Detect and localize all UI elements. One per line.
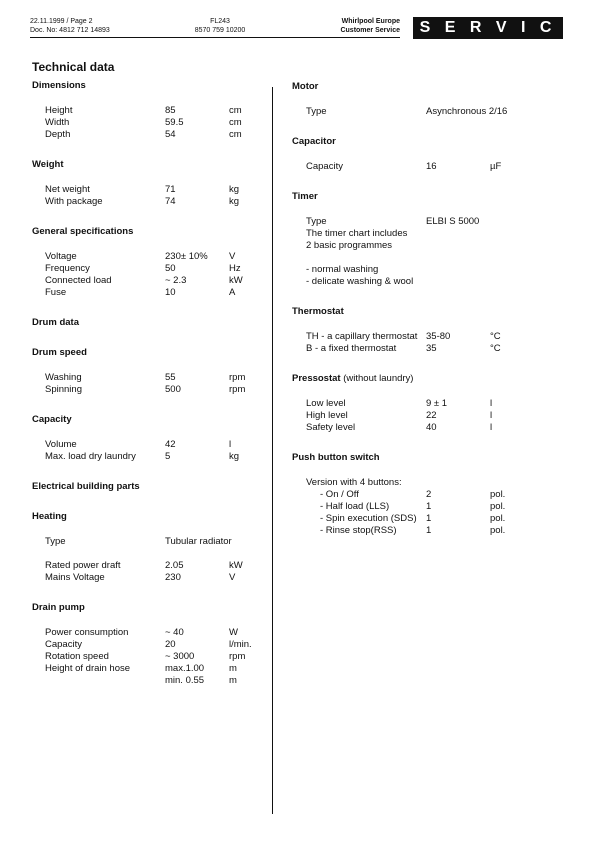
header-doc-number: Doc. No: 4812 712 14893 (30, 27, 110, 34)
spec-value: 54 (165, 129, 176, 140)
section-dimensions (32, 105, 266, 141)
spec-row (32, 627, 266, 639)
timer-note (292, 228, 572, 240)
spec-value: 35-80 (426, 331, 451, 342)
spec-value: ELBI S 5000 (426, 216, 480, 227)
spec-value: 59.5 (165, 117, 184, 128)
section-title-push-button: Push button switch (292, 452, 380, 463)
spec-label: Max. load dry laundry (45, 451, 136, 462)
spec-value: 2 (426, 489, 432, 500)
header-model-info (190, 17, 250, 35)
section-title-drum-data: Drum data (32, 317, 79, 328)
section-title-heating: Heating (32, 511, 67, 522)
spec-unit: V (229, 572, 236, 583)
spec-row (292, 422, 572, 434)
spec-value: 22 (426, 410, 437, 421)
spec-unit: rpm (229, 651, 246, 662)
service-banner: S E R V I C E (413, 17, 563, 39)
spec-row (32, 572, 266, 584)
section-title-thermostat: Thermostat (292, 306, 344, 317)
column-divider (272, 87, 273, 814)
spec-label: Frequency (45, 263, 90, 274)
timer-programme (292, 264, 572, 276)
spec-value: 1 (426, 525, 432, 536)
spec-label: Height (45, 105, 73, 116)
spacer (292, 252, 572, 264)
section-title-timer: Timer (292, 191, 318, 202)
spec-value: ~ 3000 (165, 651, 195, 662)
timer-programme (292, 276, 572, 288)
spec-unit: cm (229, 129, 242, 140)
spec-label: Voltage (45, 251, 77, 262)
spec-row (32, 105, 266, 117)
spec-unit: µF (490, 161, 502, 172)
spec-row (32, 439, 266, 451)
spec-row (32, 536, 266, 548)
spec-row (32, 675, 266, 687)
spec-row (292, 331, 572, 343)
spec-unit: kW (229, 275, 243, 286)
spec-value: 16 (426, 161, 437, 172)
spec-unit: l (490, 398, 493, 409)
spec-unit: kg (229, 451, 240, 462)
spec-unit: l/min. (229, 639, 252, 650)
spec-value: 2.05 (165, 560, 184, 571)
spec-value: 35 (426, 343, 437, 354)
spec-value: 10 (165, 287, 176, 298)
spec-label: Safety level (306, 422, 356, 433)
page-title: Technical data (32, 60, 115, 74)
spec-label: - Half load (LLS) (320, 501, 390, 512)
spec-row (292, 489, 572, 501)
header-company (300, 17, 400, 35)
spec-unit: pol. (490, 489, 506, 500)
header-department: Customer Service (340, 27, 400, 34)
spec-label (32, 675, 165, 687)
spec-unit: pol. (490, 525, 506, 536)
spec-row (292, 398, 572, 410)
spec-value: Tubular radiator (165, 536, 232, 547)
spec-label: Connected load (45, 275, 112, 286)
section-motor (292, 106, 572, 118)
section-weight (32, 184, 266, 208)
spec-row (32, 275, 266, 287)
spec-label: TH - a capillary thermostat (306, 331, 418, 342)
spec-row (32, 560, 266, 572)
section-general (32, 251, 266, 299)
spec-label: - Spin execution (SDS) (320, 513, 417, 524)
section-capacitor (292, 161, 572, 173)
spacer (32, 548, 266, 560)
spec-row (292, 343, 572, 355)
header-divider (30, 37, 400, 38)
timer-note-line: 2 basic programmes (306, 240, 393, 251)
spec-value: 42 (165, 439, 176, 450)
section-title-capacity: Capacity (32, 414, 72, 425)
section-push-button (292, 477, 572, 537)
spec-value: 85 (165, 105, 176, 116)
spec-value: max.1.00 (165, 663, 205, 674)
spec-unit: A (229, 287, 236, 298)
push-button-intro (292, 477, 572, 489)
spec-value: 71 (165, 184, 176, 195)
spec-row (32, 651, 266, 663)
right-column (292, 81, 572, 537)
spec-label: Type (306, 106, 327, 117)
spec-unit: kg (229, 184, 240, 195)
spec-value: 50 (165, 263, 176, 274)
section-title-pressostat (292, 373, 572, 385)
spec-label: Spinning (45, 384, 82, 395)
spec-label: Rotation speed (45, 651, 109, 662)
spec-unit: l (490, 410, 493, 421)
spec-row (32, 184, 266, 196)
spec-row (292, 106, 572, 118)
spec-row (292, 161, 572, 173)
spec-value: 5 (165, 451, 171, 462)
section-title-dimensions: Dimensions (32, 80, 86, 91)
spec-label: Mains Voltage (45, 572, 105, 583)
section-pressostat (292, 398, 572, 434)
spec-row (292, 216, 572, 228)
spec-value: 40 (426, 422, 437, 433)
spec-value: 230 (165, 572, 181, 583)
spec-row (32, 639, 266, 651)
spec-label: Net weight (45, 184, 90, 195)
spec-label: Washing (45, 372, 82, 383)
section-title-general: General specifications (32, 226, 134, 237)
spec-label: Type (45, 536, 66, 547)
spec-row (292, 513, 572, 525)
programme-label: - delicate washing & wool (306, 276, 414, 287)
spec-label: Volume (45, 439, 77, 450)
section-drum-speed (32, 372, 266, 396)
spec-value: 74 (165, 196, 176, 207)
spec-unit: V (229, 251, 236, 262)
header-company-name: Whirlpool Europe (341, 18, 400, 25)
left-column (32, 80, 266, 687)
spec-value: 9 ± 1 (426, 398, 448, 409)
spec-row (292, 501, 572, 513)
spec-row (32, 251, 266, 263)
spec-unit: cm (229, 105, 242, 116)
spec-value: 20 (165, 639, 176, 650)
spec-label: Fuse (45, 287, 67, 298)
spec-unit: cm (229, 117, 242, 128)
spec-label: Capacity (306, 161, 343, 172)
section-title-motor: Motor (292, 81, 319, 92)
intro-text: Version with 4 buttons: (306, 477, 402, 488)
header-date-page: 22.11.1999 / Page 2 (30, 18, 93, 25)
spec-row (292, 525, 572, 537)
spec-row (32, 196, 266, 208)
spec-value: 230± 10% (165, 251, 208, 262)
spec-label: With package (45, 196, 103, 207)
spec-unit: pol. (490, 501, 506, 512)
spec-row (32, 117, 266, 129)
section-title-drum-speed: Drum speed (32, 347, 87, 358)
spec-label: Depth (45, 129, 71, 140)
section-drain-pump (32, 627, 266, 687)
section-title-weight: Weight (32, 159, 64, 170)
spec-label: Height of drain hose (45, 663, 131, 674)
spec-value: 1 (426, 501, 432, 512)
header-model: FL243 (210, 18, 230, 25)
spec-unit: rpm (229, 372, 246, 383)
spec-unit: Hz (229, 263, 241, 274)
spec-unit: l (490, 422, 493, 433)
section-title-capacitor: Capacitor (292, 136, 336, 147)
spec-label: Rated power draft (45, 560, 121, 571)
spec-value: min. 0.55 (165, 675, 205, 686)
timer-note (292, 240, 572, 252)
spec-unit: kW (229, 560, 243, 571)
spec-label: - On / Off (320, 489, 359, 500)
spec-label: Width (45, 117, 70, 128)
spec-unit: m (229, 663, 237, 674)
spec-label: Low level (306, 398, 346, 409)
header-model-number: 8570 759 10200 (194, 27, 246, 34)
section-thermostat (292, 331, 572, 355)
spec-value: Asynchronous 2/16 (426, 106, 508, 117)
spec-row (32, 372, 266, 384)
spec-label: High level (306, 410, 348, 421)
spec-unit: pol. (490, 513, 506, 524)
spec-label: - Rinse stop(RSS) (320, 525, 397, 536)
spec-row (32, 263, 266, 275)
section-title-electrical: Electrical building parts (32, 481, 140, 492)
spec-unit: °C (490, 331, 501, 342)
spec-value: ~ 40 (165, 627, 184, 638)
spec-label: Power consumption (45, 627, 129, 638)
section-heating (32, 536, 266, 584)
spec-label: Type (306, 216, 327, 227)
spec-value: 1 (426, 513, 432, 524)
section-capacity (32, 439, 266, 463)
spec-row (32, 129, 266, 141)
spec-unit: rpm (229, 384, 246, 395)
header-doc-info (30, 17, 110, 35)
pressostat-title: Pressostat (292, 373, 341, 384)
spec-label: B - a fixed thermostat (306, 343, 397, 354)
spec-value: 55 (165, 372, 176, 383)
spec-label: Capacity (45, 639, 82, 650)
timer-note-line: The timer chart includes (306, 228, 408, 239)
programme-label: - normal washing (306, 264, 379, 275)
spec-unit: m (229, 675, 237, 686)
section-title-drain-pump: Drain pump (32, 602, 85, 613)
spec-row (292, 410, 572, 422)
spec-row (32, 287, 266, 299)
section-timer (292, 216, 572, 288)
spec-unit: °C (490, 343, 501, 354)
spec-row (32, 663, 266, 675)
pressostat-title-suffix: (without laundry) (340, 373, 414, 384)
spec-row (32, 451, 266, 463)
spec-value: 500 (165, 384, 181, 395)
spec-unit: l (229, 439, 232, 450)
spec-row (32, 384, 266, 396)
spec-unit: W (229, 627, 238, 638)
spec-value: ~ 2.3 (165, 275, 187, 286)
spec-unit: kg (229, 196, 240, 207)
